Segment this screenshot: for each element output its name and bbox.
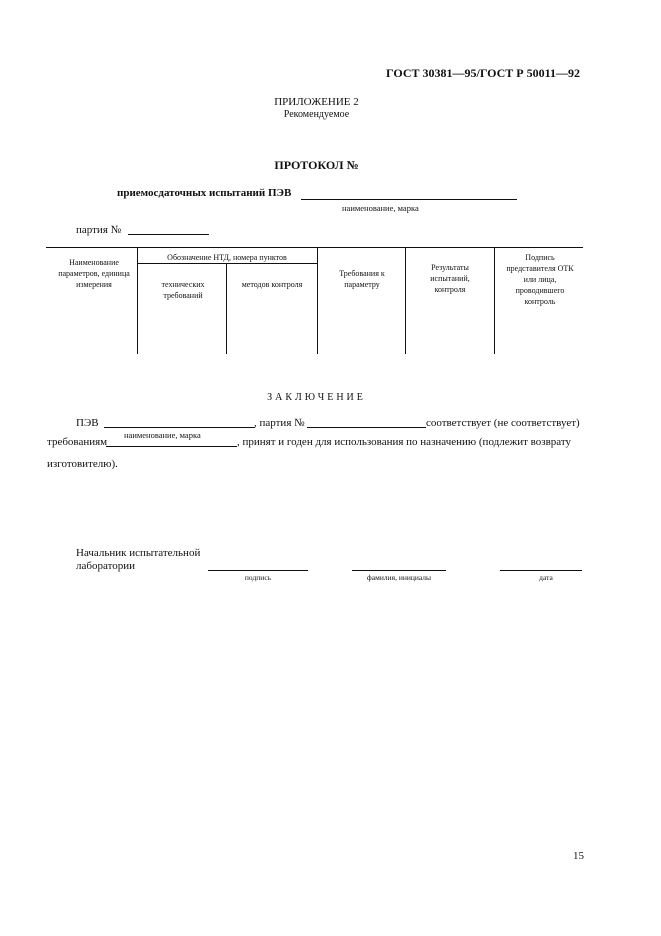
table-group-border [137,263,317,264]
protocol-subtitle: приемосдаточных испытаний ПЭВ [117,187,292,199]
batch-label: партия № [76,224,122,236]
appendix-title: ПРИЛОЖЕНИЕ 2 [274,96,359,108]
conclusion-complies: соответствует (не соответствует) [426,417,580,429]
appendix-subtitle: Рекомендуемое [283,109,350,120]
standard-header: ГОСТ 30381—95/ГОСТ Р 50011—92 [386,66,580,80]
signature-role-line1: Начальник испытательной [76,547,201,559]
conclusion-accepted: , принят и годен для использования по назначению (подлежит возврату [237,436,572,448]
signature-name-caption: фамилия, инициалы [366,573,432,582]
conclusion-req-label: требованиям [47,436,108,448]
conclusion-product-line [104,427,255,428]
batch-line [128,234,209,235]
signature-sign-line [208,570,308,571]
signature-sign-caption: подпись [244,573,272,582]
product-name-line [301,199,517,200]
conclusion-req-line [106,446,237,447]
header-parameters: Наименование параметров, единица измерения [58,258,130,289]
page-number: 15 [573,850,584,862]
conclusion-batch-label: , партия № [254,417,305,429]
header-results: Результаты испытаний, контроля [430,263,470,294]
conclusion-title: ЗАКЛЮЧЕНИЕ [267,392,366,403]
conclusion-pev-label: ПЭВ [76,417,99,429]
product-name-caption: наименование, марка [342,203,419,213]
conclusion-return: изготовителю). [47,458,118,470]
header-requirements: Требования к параметру [339,269,385,289]
header-tech-requirements: технических требований [161,280,205,300]
conclusion-batch-line [307,427,426,428]
protocol-title: ПРОТОКОЛ № [274,158,359,172]
header-signature: Подпись представителя ОТК или лица, проводившего контроль [506,253,574,306]
conclusion-caption: наименование, марка [124,430,201,440]
signature-name-line [352,570,446,571]
signature-role-line2: лаборатории [76,560,136,572]
header-control-methods: методов контроля [241,280,303,289]
table-top-border [46,247,583,248]
signature-date-caption: дата [539,573,553,582]
signature-date-line [500,570,582,571]
header-ntd-group: Обозначение НТД, номера пунктов [167,253,287,262]
